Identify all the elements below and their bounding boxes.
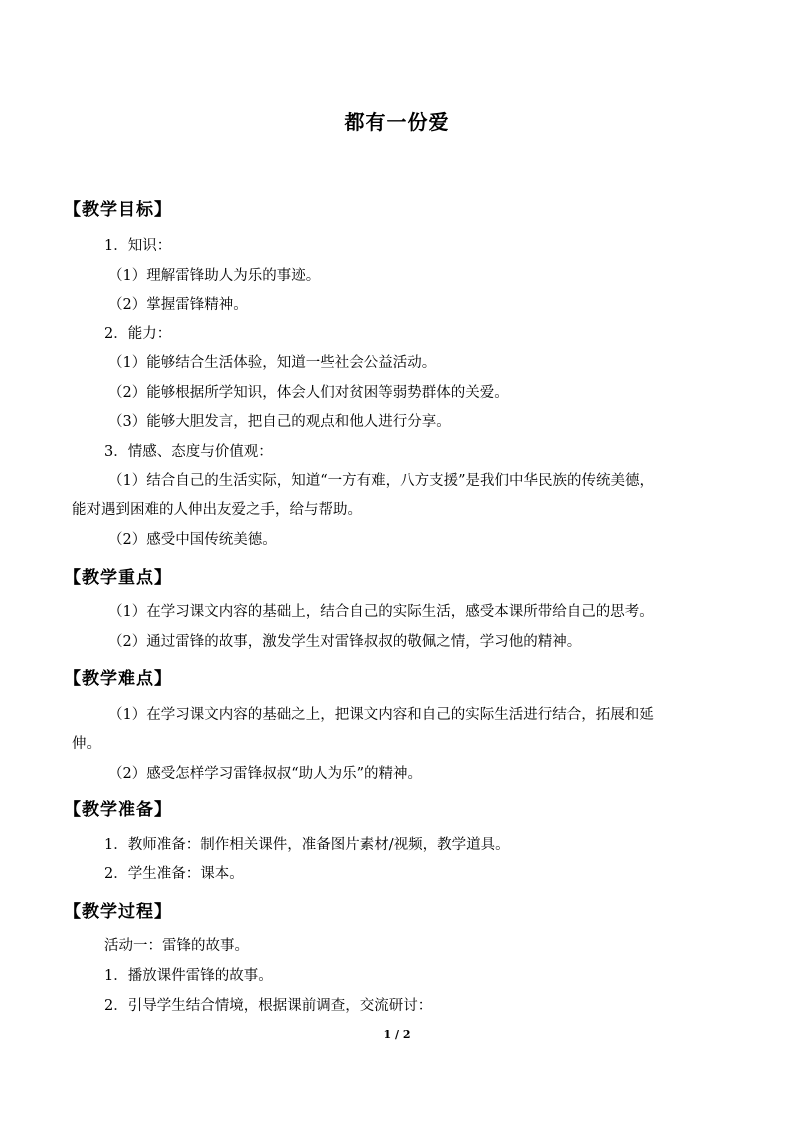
preparation-line: 1．教师准备：制作相关课件，准备图片素材/视频，教学道具。 (104, 837, 510, 853)
goals-line: （1）结合自己的生活实际，知道“一方有难，八方支援”是我们中华民族的传统美德， (108, 473, 655, 489)
goals-line: （2）能够根据所学知识，体会人们对贫困等弱势群体的关爱。 (108, 385, 509, 401)
goals-line: 3．情感、态度与价值观： (104, 444, 273, 460)
goals-line: 1．知识： (104, 238, 172, 254)
goals-line: （2）感受中国传统美德。 (108, 532, 277, 548)
goals-line: 能对遇到困难的人伸出友爱之手，给与帮助。 (72, 502, 362, 518)
goals-line: （3）能够大胆发言，把自己的观点和他人进行分享。 (108, 414, 451, 430)
process-line: 活动一：雷锋的故事。 (104, 938, 249, 954)
difficulties-line: 伸。 (72, 736, 101, 752)
page-number: 1 / 2 (383, 1028, 411, 1041)
section-heading-difficulties: 【教学难点】 (64, 669, 172, 689)
page-title: 都有一份爱 (344, 110, 450, 134)
section-heading-preparation: 【教学准备】 (64, 800, 172, 820)
section-heading-process: 【教学过程】 (64, 902, 172, 922)
key-points-line: （1）在学习课文内容的基础上，结合自己的实际生活，感受本课所带给自己的思考。 (108, 604, 654, 620)
section-heading-goals: 【教学目标】 (64, 200, 172, 220)
goals-line: （2）掌握雷锋精神。 (108, 297, 248, 313)
preparation-line: 2．学生准备：课本。 (104, 866, 244, 882)
process-line: 1．播放课件雷锋的故事。 (104, 968, 273, 984)
goals-line: （1）能够结合生活体验，知道一些社会公益活动。 (108, 355, 437, 371)
section-heading-key-points: 【教学重点】 (64, 568, 172, 588)
process-line: 2．引导学生结合情境，根据课前调查，交流研讨： (104, 998, 433, 1014)
difficulties-line: （1）在学习课文内容的基础之上，把课文内容和自己的实际生活进行结合，拓展和延 (108, 707, 654, 723)
key-points-line: （2）通过雷锋的故事，激发学生对雷锋叔叔的敬佩之情，学习他的精神。 (108, 634, 582, 650)
difficulties-line: （2）感受怎样学习雷锋叔叔“助人为乐”的精神。 (108, 766, 423, 782)
goals-line: 2．能力： (104, 326, 172, 342)
goals-line: （1）理解雷锋助人为乐的事迹。 (108, 268, 321, 284)
